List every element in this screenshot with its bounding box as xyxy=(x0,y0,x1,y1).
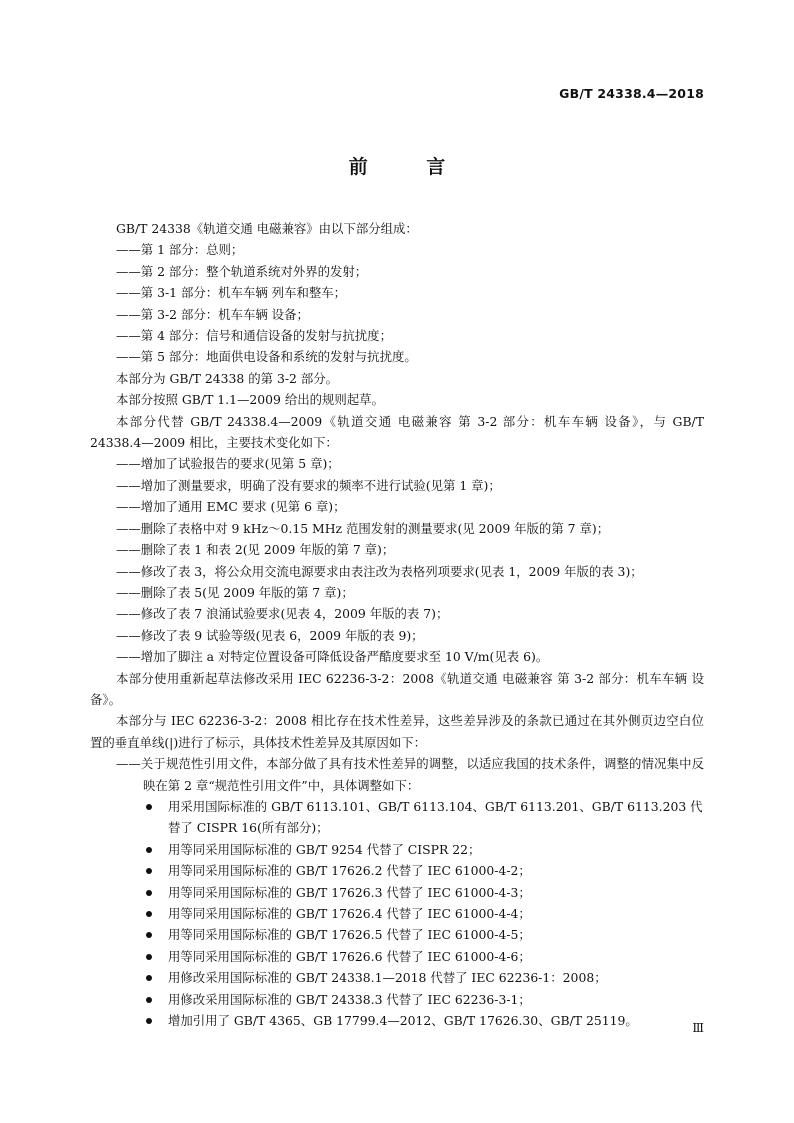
standard-number: GB/T 24338.4—2018 xyxy=(559,86,704,101)
bullet-icon xyxy=(146,997,152,1003)
bullet-text: 用修改采用国际标准的 GB/T 24338.3 代替了 IEC 62236-3-1； xyxy=(168,991,531,1007)
bullet-text: 用修改采用国际标准的 GB/T 24338.1—2018 代替了 IEC 62236-1：2008； xyxy=(168,970,607,986)
rules-paragraph: 本部分按照 GB/T 1.1—2009 给出的规则起草。 xyxy=(116,392,384,408)
bullet-text: 用等同采用国际标准的 GB/T 17626.2 代替了 IEC 61000-4-2； xyxy=(168,863,531,879)
replaces-paragraph: 本部分代替 GB/T 24338.4—2009《轨道交通 电磁兼容 第 3-2 部分：机车车辆 设备》，与 GB/T 24338.4—2009 相比，主要技术变化如下： xyxy=(90,413,704,451)
change-item: ——修改了表 9 试验等级(见表 6，2009 年版的表 9)； xyxy=(116,627,424,643)
list-item xyxy=(90,924,704,945)
bullet-icon xyxy=(146,932,152,938)
change-item: ——修改了表 3，将公众用交流电源要求由表注改为表格列项要求(见表 1，2009 年版的表 3)； xyxy=(116,563,643,579)
change-item: ——修改了表 7 浪涌试验要求(见表 4，2009 年版的表 7)； xyxy=(116,606,449,622)
redraft-paragraph: 本部分使用重新起草法修改采用 IEC 62236-3-2：2008《轨道交通 电磁兼容 第 3-2 部分：机车车辆 设备》。 xyxy=(90,670,704,707)
bullet-text: 用等同采用国际标准的 GB/T 17626.6 代替了 IEC 61000-4-6； xyxy=(168,948,531,964)
this-part-paragraph: 本部分为 GB/T 24338 的第 3-2 部分。 xyxy=(116,370,339,386)
part-item: ——第 1 部分：总则； xyxy=(116,242,244,258)
part-item: ——第 2 部分：整个轨道系统对外界的发射； xyxy=(116,263,368,279)
change-item: ——删除了表格中对 9 kHz～0.15 MHz 范围发射的测量要求(见 2009 年版的第 7 章)； xyxy=(116,520,610,536)
list-item xyxy=(90,796,704,839)
list-item xyxy=(90,903,704,924)
page-title: 前 言 xyxy=(348,156,472,178)
list-item xyxy=(90,882,704,903)
list-item xyxy=(90,946,704,967)
bullet-text: 用等同采用国际标准的 GB/T 17626.3 代替了 IEC 61000-4-3； xyxy=(168,884,531,900)
bullet-icon xyxy=(146,975,152,981)
bullet-icon xyxy=(146,804,152,810)
bullet-icon xyxy=(146,954,152,960)
list-item xyxy=(90,860,704,881)
part-item: ——第 5 部分：地面供电设备和系统的发射与抗扰度。 xyxy=(116,349,417,365)
change-item: ——增加了试验报告的要求(见第 5 章)； xyxy=(116,456,340,472)
document-body xyxy=(90,218,704,1031)
list-item xyxy=(90,839,704,860)
bullet-text: 用采用国际标准的 GB/T 6113.101、GB/T 6113.104、GB/T 6113.201、GB/T 6113.203 代替了 CISPR 16(所有部分)； xyxy=(168,798,703,836)
change-item: ——删除了表 1 和表 2(见 2009 年版的第 7 章)； xyxy=(116,542,395,558)
bullet-icon xyxy=(146,868,152,874)
bullet-icon xyxy=(146,911,152,917)
list-item xyxy=(90,967,704,988)
part-item: ——第 3-2 部分：机车车辆 设备； xyxy=(116,306,309,322)
change-item: ——增加了测量要求，明确了没有要求的频率不进行试验(见第 1 章)； xyxy=(116,477,501,493)
normative-references-item: ——关于规范性引用文件，本部分做了具有技术性差异的调整，以适应我国的技术条件，调整的情况集中反映在第 2 章“规范性引用文件”中，具体调整如下： xyxy=(116,756,704,793)
bullet-icon xyxy=(146,890,152,896)
bullet-icon xyxy=(146,847,152,853)
change-item: ——删除了表 5(见 2009 年版的第 7 章)； xyxy=(116,584,354,600)
change-item: ——增加了通用 EMC 要求 (见第 6 章)； xyxy=(116,499,346,515)
part-item: ——第 4 部分：信号和通信设备的发射与抗扰度； xyxy=(116,328,392,344)
bullet-text: 用等同采用国际标准的 GB/T 17626.5 代替了 IEC 61000-4-5； xyxy=(168,927,531,943)
bullet-text: 用等同采用国际标准的 GB/T 9254 代替了 CISPR 22； xyxy=(168,841,481,857)
intro-paragraph: GB/T 24338《轨道交通 电磁兼容》由以下部分组成： xyxy=(116,221,418,236)
bullet-icon xyxy=(146,1018,152,1024)
part-item: ——第 3-1 部分：机车车辆 列车和整车； xyxy=(116,285,347,301)
page-number: Ⅲ xyxy=(692,1021,704,1035)
change-item: ——增加了脚注 a 对特定位置设备可降低设备严酷度要求至 10 V/m(见表 6)。 xyxy=(116,649,549,665)
bullet-text: 用等同采用国际标准的 GB/T 17626.4 代替了 IEC 61000-4-4； xyxy=(168,906,531,921)
list-item xyxy=(90,1010,704,1031)
bullet-text: 增加引用了 GB/T 4365、GB 17799.4—2012、GB/T 17626.30、GB/T 25119。 xyxy=(168,1013,638,1029)
deviations-paragraph: 本部分与 IEC 62236-3-2：2008 相比存在技术性差异，这些差异涉及的条款已通过在其外侧页边空白位置的垂直单线(|)进行了标示，具体技术性差异及其原因如下： xyxy=(90,713,704,750)
reference-bullet-list xyxy=(90,796,704,1031)
list-item xyxy=(90,989,704,1010)
